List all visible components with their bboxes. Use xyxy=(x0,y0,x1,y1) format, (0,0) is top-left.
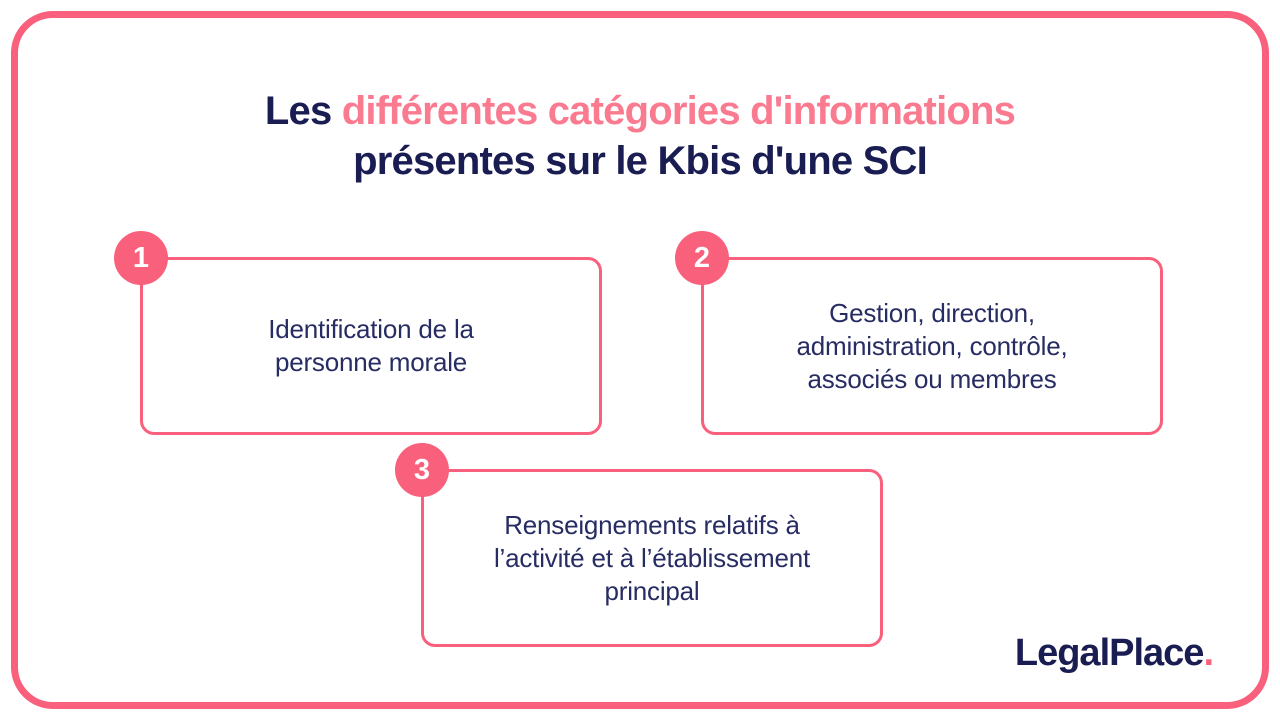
logo-text: LegalPlace xyxy=(1014,632,1204,674)
logo-dot: . xyxy=(1203,632,1213,674)
title-line1-prefix: Les xyxy=(264,89,342,133)
card-identification-text xyxy=(248,313,494,379)
title-line1-highlight: différentes catégories d'informations xyxy=(341,89,1016,133)
card-text-line: Renseignements relatifs à xyxy=(504,509,800,540)
card-gestion-text xyxy=(776,297,1087,396)
card-gestion xyxy=(693,241,1163,435)
card-text-line: associés ou membres xyxy=(807,363,1057,394)
card-renseignements xyxy=(413,453,883,647)
legalplace-logo xyxy=(1015,632,1213,675)
card-number-badge: 2 xyxy=(675,231,729,285)
card-number-badge: 3 xyxy=(395,443,449,497)
title-line1 xyxy=(265,89,1015,133)
card-text-line: l’activité et à l’établissement xyxy=(493,542,811,573)
card-number-badge: 1 xyxy=(114,231,168,285)
card-text-line: Identification de la xyxy=(268,314,474,344)
card-text-line: principal xyxy=(604,575,700,606)
card-text-line: Gestion, direction, xyxy=(829,297,1035,328)
card-identification xyxy=(132,241,602,435)
title-line2: présentes sur le Kbis d'une SCI xyxy=(353,139,927,183)
card-text-line: administration, contrôle, xyxy=(796,330,1068,361)
page-title xyxy=(0,86,1280,186)
card-text-line: personne morale xyxy=(274,347,468,377)
card-renseignements-text xyxy=(474,509,830,608)
